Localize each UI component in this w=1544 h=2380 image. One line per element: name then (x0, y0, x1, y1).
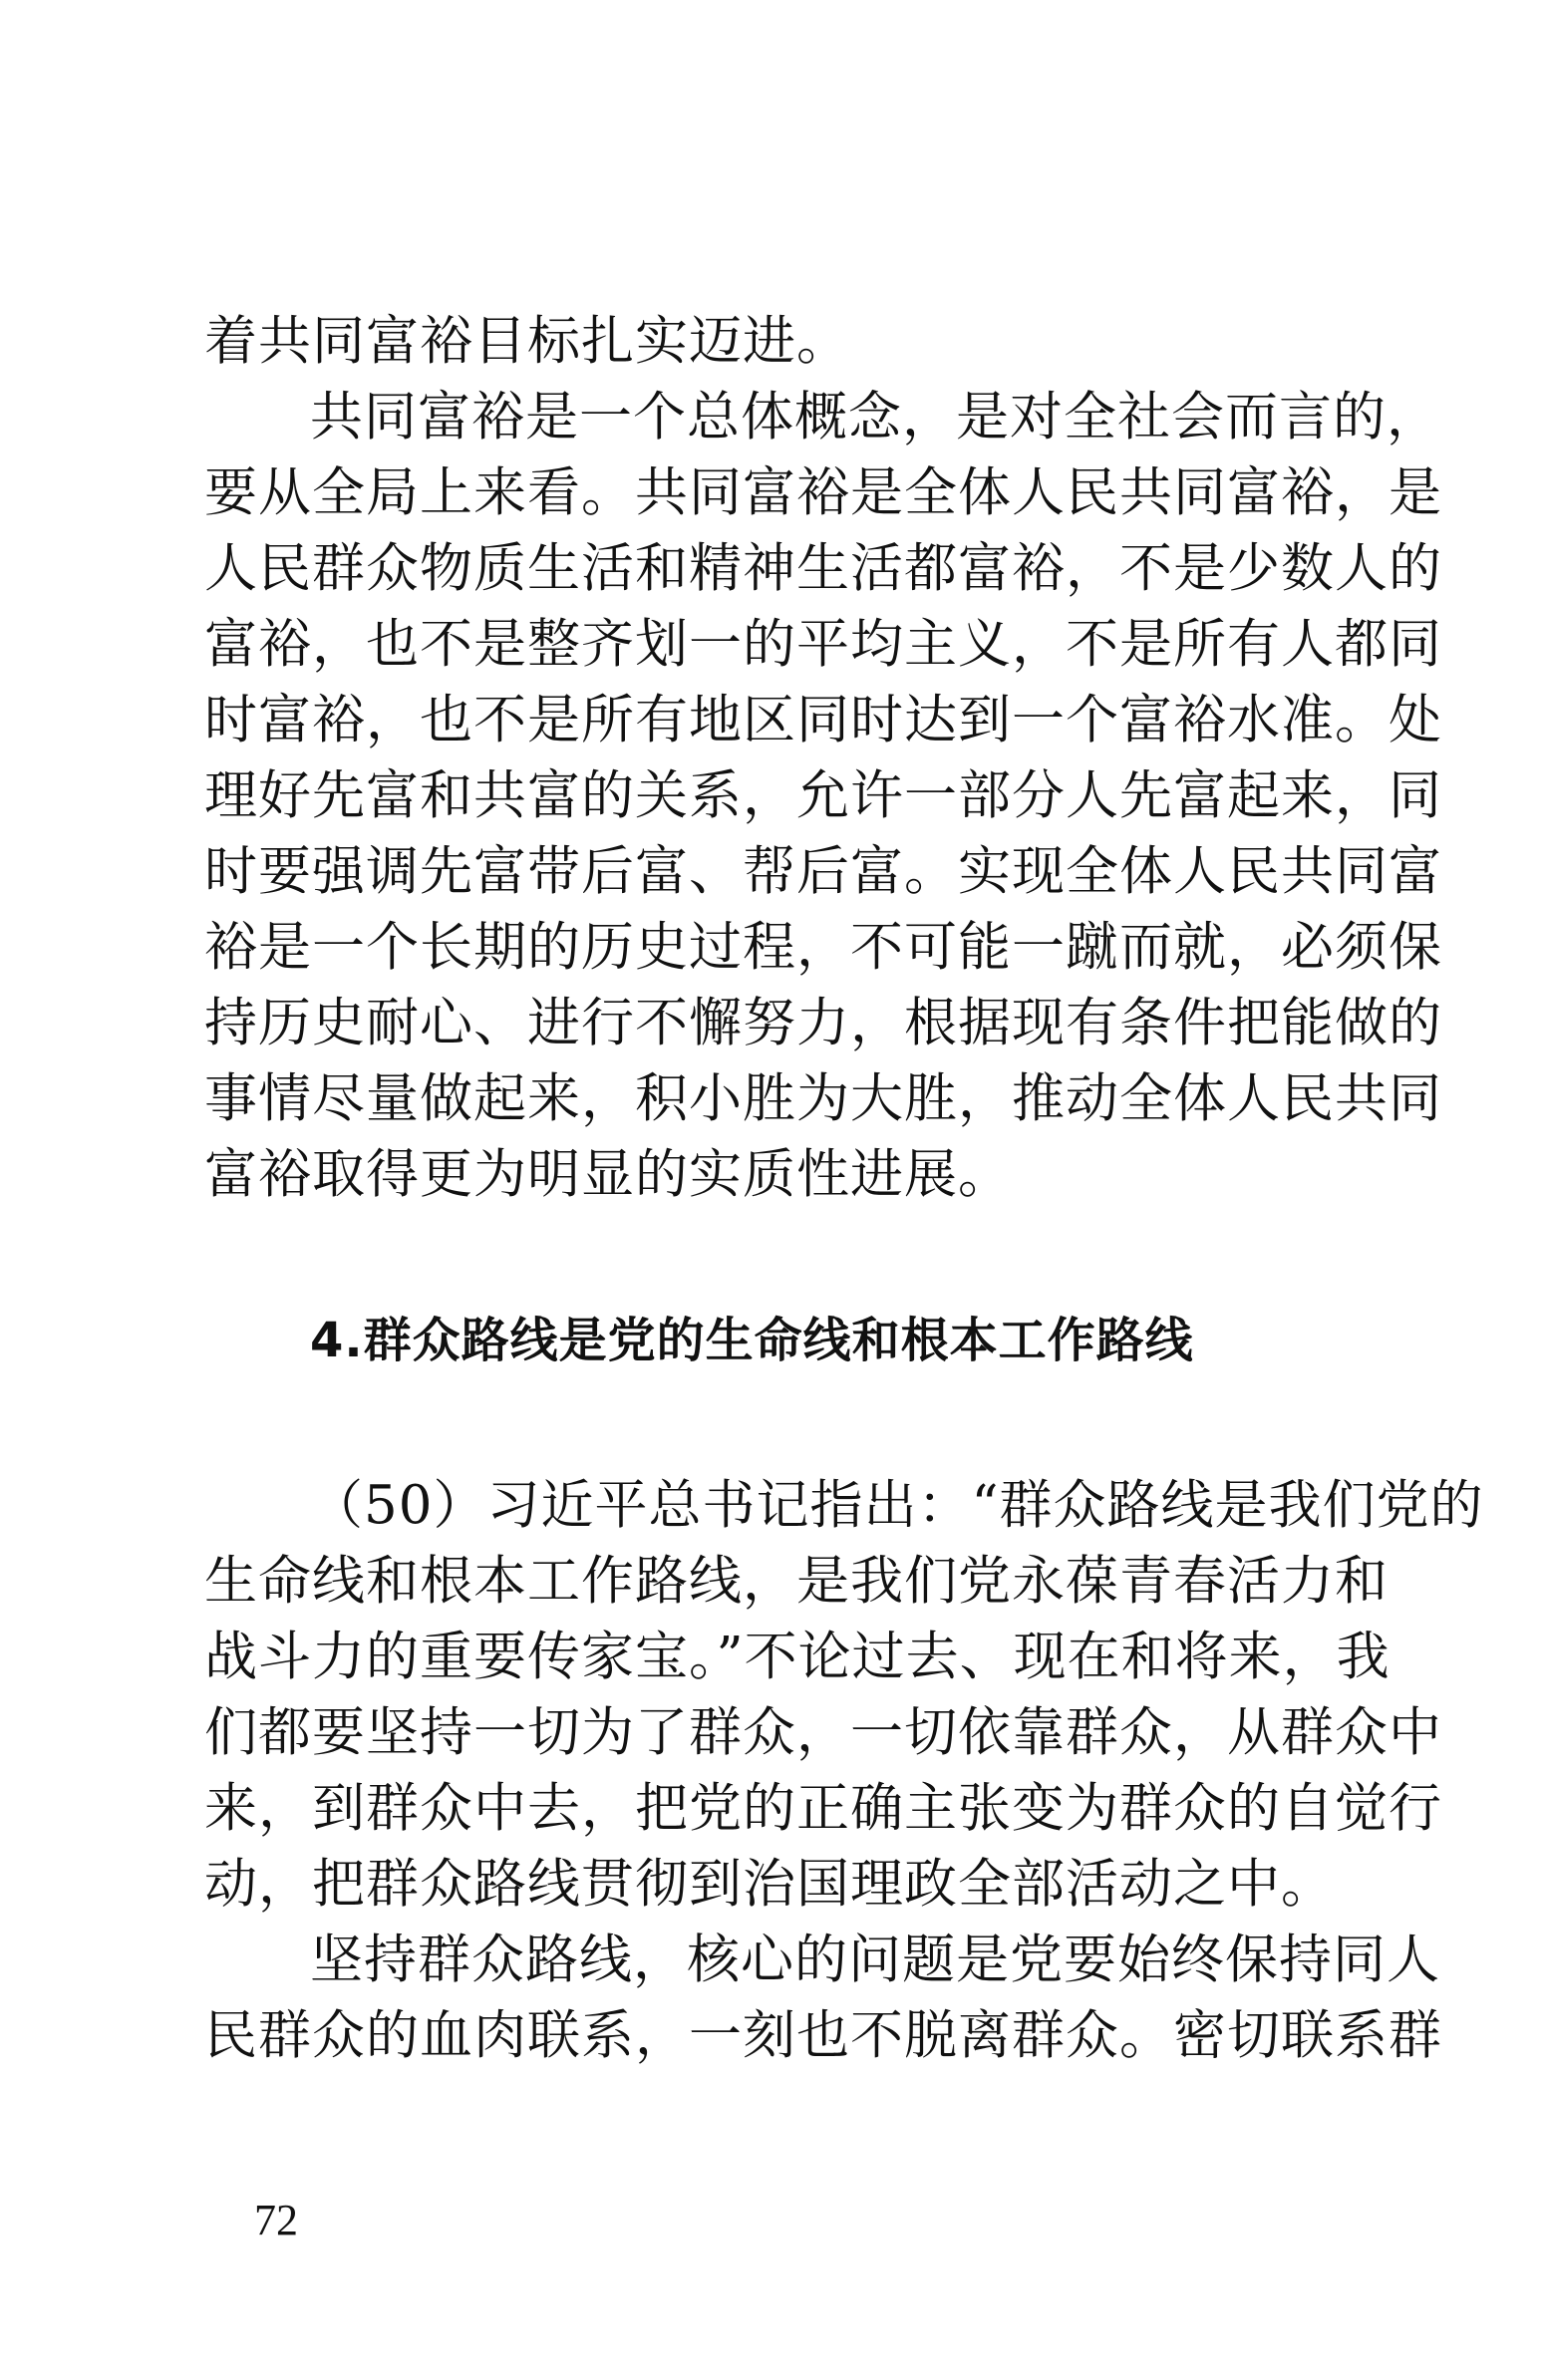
paragraph-mass-line-quote (204, 1468, 1484, 1923)
text-line: 动，把群众路线贯彻到治国理政全部活动之中。 (204, 1854, 1335, 1915)
text-line: 裕是一个长期的历史过程，不可能一蹴而就，必须保 (204, 917, 1442, 978)
text-line: 坚持群众路线，核心的问题是党要始终保持同人 (310, 1930, 1440, 1990)
text-line: 生命线和根本工作路线，是我们党永葆青春活力和 (204, 1551, 1389, 1612)
text-line: 富裕，也不是整齐划一的平均主义，不是所有人都同 (204, 614, 1442, 675)
page-body (204, 304, 1484, 2074)
text-line: 时要强调先富带后富、帮后富。实现全体人民共同富 (204, 841, 1442, 902)
paragraph-mass-line-core (204, 1923, 1442, 2074)
text-line: 理好先富和共富的关系，允许一部分人先富起来，同 (204, 765, 1442, 826)
text-line: 来，到群众中去，把党的正确主张变为群众的自觉行 (204, 1778, 1442, 1839)
text-line: 事情尽量做起来，积小胜为大胜，推动全体人民共同 (204, 1068, 1442, 1129)
section-heading: 4.群众路线是党的生命线和根本工作路线 (310, 1313, 1194, 1368)
text-line: 富裕取得更为明显的实质性进展。 (204, 1144, 1012, 1205)
text-line: 共同富裕是一个总体概念，是对全社会而言的， (310, 387, 1440, 447)
text-line: 要从全局上来看。共同富裕是全体人民共同富裕，是 (204, 462, 1442, 523)
paragraph-continued (204, 304, 1346, 380)
paragraph-common-prosperity (204, 380, 1442, 1213)
text-line: 着共同富裕目标扎实迈进。 (204, 311, 850, 372)
text-line: 战斗力的重要传家宝。”不论过去、现在和将来，我 (204, 1627, 1390, 1687)
text-line: 民群众的血肉联系，一刻也不脱离群众。密切联系群 (204, 2005, 1442, 2066)
page-number: 72 (254, 2196, 298, 2244)
text-line: 们都要坚持一切为了群众，一切依靠群众，从群众中 (204, 1702, 1442, 1763)
text-line: 时富裕，也不是所有地区同时达到一个富裕水准。处 (204, 690, 1442, 750)
text-line: （50）习近平总书记指出：“群众路线是我们党的 (310, 1475, 1484, 1536)
text-line: 持历史耐心、进行不懈努力，根据现有条件把能做的 (204, 993, 1442, 1053)
text-line: 人民群众物质生活和精神生活都富裕，不是少数人的 (204, 538, 1442, 599)
